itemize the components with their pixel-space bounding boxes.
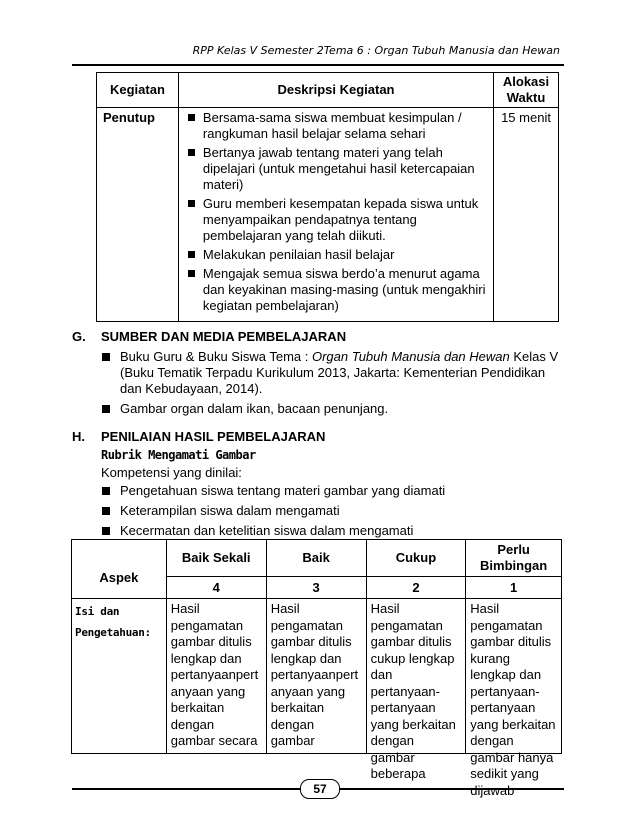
list-item: Kecermatan dan ketelitian siswa dalam mengamati	[72, 523, 562, 539]
deskripsi-list	[185, 110, 487, 314]
table-row	[97, 108, 559, 322]
cell-text: Hasil pengamatan gambar ditulis cukup lengkap dan pertanyaan-pertanyaan yang berkaitan dengan gambar beberapa	[370, 601, 456, 781]
deskripsi-cell	[178, 108, 493, 322]
section-number: H.	[72, 429, 85, 444]
section-h-heading	[72, 429, 562, 445]
section-g	[72, 329, 562, 421]
page-number: 57	[300, 779, 340, 799]
column-header: Baik	[266, 540, 366, 577]
kegiatan-cell: Penutup	[97, 108, 179, 322]
footer-rule-left	[72, 788, 300, 790]
list-item: Bertanya jawab tentang materi yang telah dipelajari (untuk mengetahui hasil ketercapaian materi)	[185, 145, 487, 193]
list-item	[72, 349, 562, 397]
section-number: G.	[72, 329, 86, 344]
list-item: Guru memberi kesempatan kepada siswa untuk menyampaikan pendapatnya tentang pembelajaran yang telah diikuti.	[185, 196, 487, 244]
header-deskripsi: Deskripsi Kegiatan	[178, 73, 493, 108]
aspek-cell	[72, 599, 167, 754]
list-item: Gambar organ dalam ikan, bacaan penunjang.	[72, 401, 562, 417]
cell-text: Hasil pengamatan gambar ditulis lengkap dan pertanyaanpert anyaan yang berkaitan dengan gambar	[270, 601, 359, 748]
score-cell: 3	[266, 577, 366, 599]
list-item: Keterampilan siswa dalam mengamati	[72, 503, 562, 519]
waktu-cell: 15 menit	[494, 108, 559, 322]
item-text: Buku Guru & Buku Siswa Tema :	[120, 349, 312, 364]
kompetensi-list	[72, 483, 562, 539]
rubric-header-row	[72, 540, 562, 577]
header-rule	[72, 64, 564, 66]
list-item: Pengetahuan siswa tentang materi gambar yang diamati	[72, 483, 562, 499]
running-header: RPP Kelas V Semester 2Tema 6 : Organ Tubuh Manusia dan Hewan	[192, 44, 560, 57]
section-title: PENILAIAN HASIL PEMBELAJARAN	[101, 429, 326, 444]
item-text: Kelas V (Buku Tematik Terpadu Kurikulum 2013, Jakarta: Kementerian Pendidikan dan Kebudayaan, 2014).	[120, 349, 559, 396]
column-header: Perlu Bimbingan	[466, 540, 562, 577]
rubric-cell	[266, 599, 366, 754]
section-h	[72, 429, 562, 543]
section-g-heading	[72, 329, 562, 345]
rubrik-title: Rubrik Mengamati Gambar	[101, 448, 256, 462]
column-header: Baik Sekali	[166, 540, 266, 577]
score-cell: 1	[466, 577, 562, 599]
header-kegiatan: Kegiatan	[97, 73, 179, 108]
book-title: Organ Tubuh Manusia dan Hewan	[311, 349, 510, 364]
cell-text: Hasil pengamatan gambar ditulis kurang lengkap dan pertanyaan-pertanyaan yang berkaitan dengan gambar hanya sedikit yang dijawab	[470, 601, 556, 798]
kompetensi-label: Kompetensi yang dinilai:	[101, 465, 242, 480]
score-cell: 4	[166, 577, 266, 599]
rubric-cell	[366, 599, 466, 781]
list-item: Mengajak semua siswa berdo’a menurut agama dan keyakinan masing-masing (untuk mengakhiri kegiatan pembelajaran)	[185, 266, 487, 314]
activity-table	[96, 72, 559, 322]
list-item: Melakukan penilaian hasil belajar	[185, 247, 487, 263]
table-row	[72, 599, 562, 754]
list-item: Bersama-sama siswa membuat kesimpulan / rangkuman hasil belajar selama sehari	[185, 110, 487, 142]
rubric-cell	[466, 599, 562, 798]
cell-text: Hasil pengamatan gambar ditulis lengkap dan pertanyaanpert anyaan yang berkaitan dengan gambar secara	[170, 601, 259, 748]
aspek-header: Aspek	[72, 540, 167, 599]
score-cell: 2	[366, 577, 466, 599]
rubric-cell	[166, 599, 266, 754]
header-alokasi: Alokasi Waktu	[494, 73, 559, 108]
section-g-list	[72, 349, 562, 417]
aspek-text: Isi dan Pengetahuan:	[75, 605, 151, 639]
activity-table-header	[97, 73, 559, 108]
footer-rule-right	[338, 788, 564, 790]
section-title: SUMBER DAN MEDIA PEMBELAJARAN	[101, 329, 347, 344]
column-header: Cukup	[366, 540, 466, 577]
